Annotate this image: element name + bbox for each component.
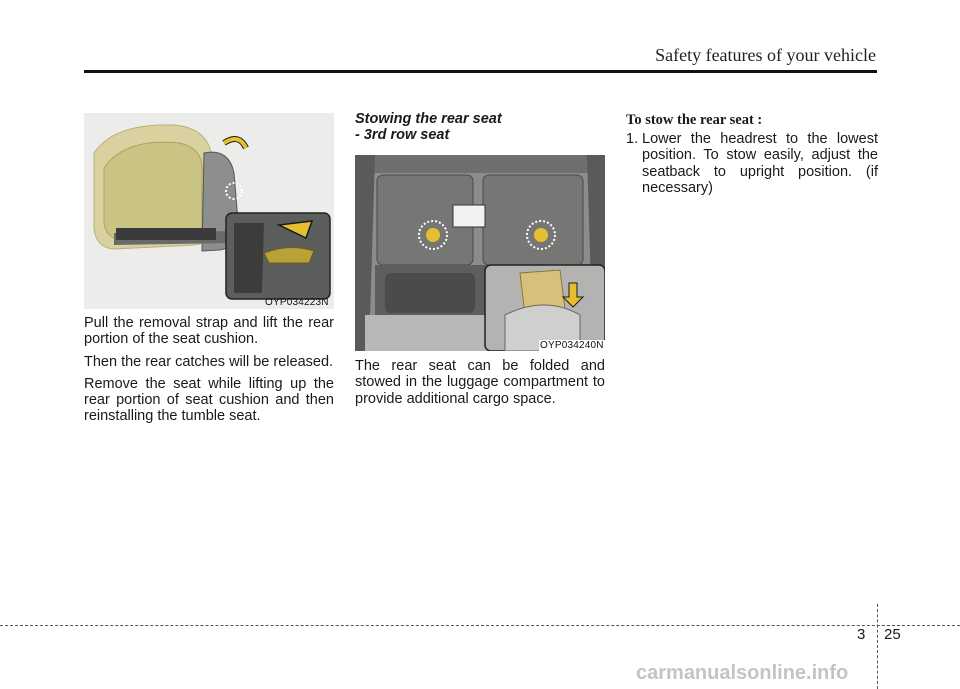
step-text: Lower the headrest to the lowest position. To stow easily, adjust the seatback to upright position. (if necessary) [642,131,878,196]
luggage-compartment-illustration [355,155,605,351]
header-rule [84,70,877,73]
paragraph: Then the rear catches will be released. [84,353,334,370]
page-number: 25 [884,626,901,643]
col1-body [84,315,334,425]
section-number: 3 [857,626,866,643]
footer-rule [0,625,960,626]
subheading-line: Stowing the rear seat [355,111,502,127]
step-heading: To stow the rear seat : [626,112,763,128]
section-subheading [355,111,502,143]
page-header-title: Safety features of your vehicle [655,45,876,65]
paragraph: The rear seat can be folded and stowed in the luggage compartment to provide additional cargo space. [355,358,605,407]
figure-code: OYP034223N [265,297,329,308]
subheading-line: - 3rd row seat [355,127,450,143]
figure-code: OYP034240N [540,340,604,351]
paragraph: Pull the removal strap and lift the rear portion of the seat cushion. [84,315,334,348]
figure-luggage-compartment [355,155,605,351]
col2-body [355,358,605,407]
seat-removal-illustration [84,113,334,309]
figure-seat-removal [84,113,334,309]
watermark: carmanualsonline.info [636,662,849,684]
step-item [626,131,878,196]
paragraph: Remove the seat while lifting up the rear portion of seat cushion and then reinstalling the tumble seat. [84,375,334,425]
step-number: 1. [626,131,639,147]
footer-divider [877,604,878,689]
